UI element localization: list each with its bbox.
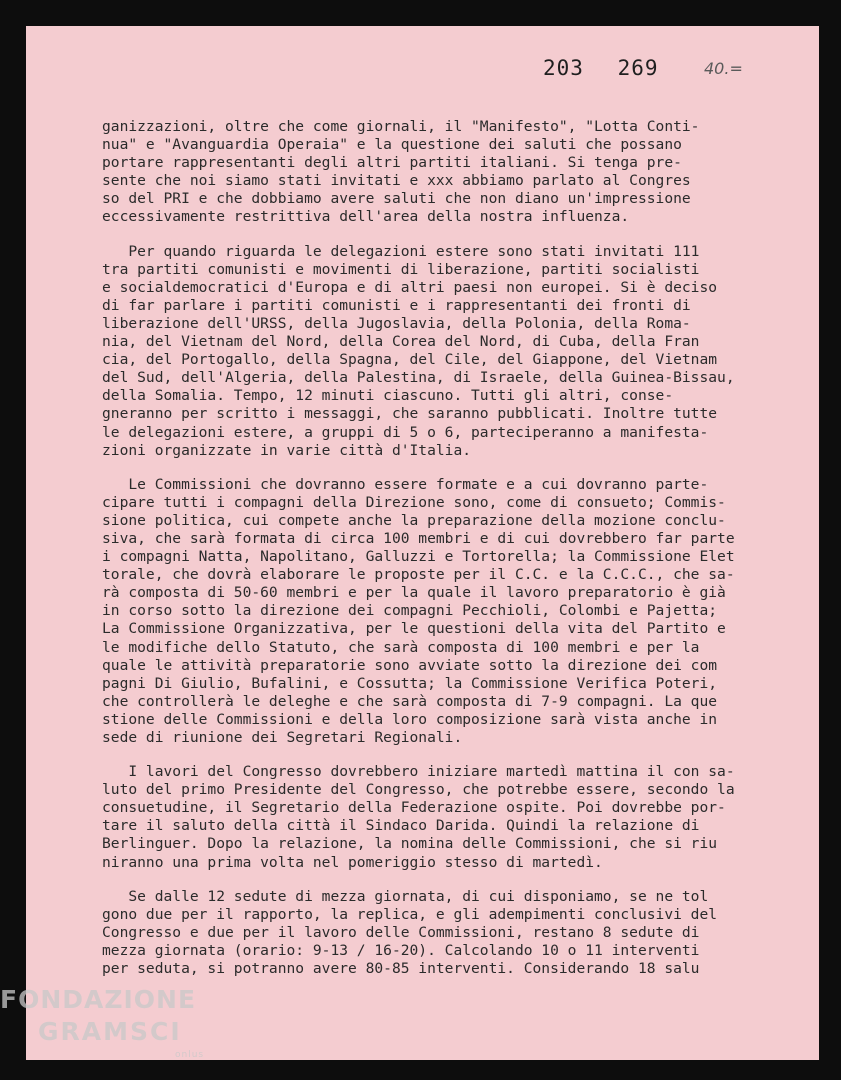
text-line: per seduta, si potranno avere 80-85 interventi. Considerando 18 salu (102, 960, 700, 978)
text-line: Berlinguer. Dopo la relazione, la nomina delle Commissioni, che si riu (102, 835, 718, 853)
text-line: che controllerà le deleghe e che sarà composta di 7-9 compagni. La que (102, 692, 718, 710)
watermark-line-1: FONDAZIONE (0, 985, 197, 1014)
text-line: La Commissione Organizzativa, per le questioni della vita del Partito e (102, 620, 726, 638)
watermark-line-2: GRAMSCI (38, 1017, 182, 1046)
text-line: so del PRI e che dobbiamo avere saluti che non diano un'impressione (102, 190, 691, 208)
text-line: consuetudine, il Segretario della Federazione ospite. Poi dovrebbe por- (102, 799, 726, 817)
text-line: luto del primo Presidente del Congresso, che potrebbe essere, secondo la (102, 781, 735, 799)
text-line: i compagni Natta, Napolitano, Galluzzi e Tortorella; la Commissione Elet (102, 548, 735, 566)
text-line: Per quando riguarda le delegazioni estere sono stati invitati 111 (102, 242, 700, 260)
text-line: gono due per il rapporto, la replica, e gli adempimenti conclusivi del (102, 905, 718, 923)
paragraph (102, 763, 802, 872)
text-line: eccessivamente restrittiva dell'area della nostra influenza. (102, 208, 630, 226)
text-line: niranno una prima volta nel pomeriggio stesso di martedì. (102, 853, 603, 871)
text-line: Se dalle 12 sedute di mezza giornata, di cui disponiamo, se ne tol (102, 887, 709, 905)
text-line: quale le attività preparatorie sono avviate sotto la direzione dei com (102, 656, 718, 674)
text-line: le modifiche dello Statuto, che sarà composta di 100 membri e per la (102, 638, 700, 656)
text-line: ganizzazioni, oltre che come giornali, il "Manifesto", "Lotta Conti- (102, 118, 700, 135)
text-line: tra partiti comunisti e movimenti di liberazione, partiti socialisti (102, 260, 700, 278)
text-line: gneranno per scritto i messaggi, che saranno pubblicati. Inoltre tutte (102, 405, 718, 423)
text-line: cia, del Portogallo, della Spagna, del Cile, del Giappone, del Vietnam (102, 351, 718, 369)
text-line: portare rappresentanti degli altri partiti italiani. Si tenga pre- (102, 154, 682, 172)
watermark-suffix: onlus (175, 1050, 205, 1060)
text-line: del Sud, dell'Algeria, della Palestina, di Israele, della Guinea-Bissau, (102, 369, 735, 387)
text-line: torale, che dovrà elaborare le proposte per il C.C. e la C.C.C., che sa- (102, 566, 735, 584)
text-line: nua" e "Avanguardia Operaia" e la questione dei saluti che possano (102, 136, 682, 154)
handwritten-page-number: 40.= (704, 59, 743, 78)
paragraph (102, 476, 802, 747)
text-line: cipare tutti i compagni della Direzione sono, come di consueto; Commis- (102, 493, 726, 511)
text-line: mezza giornata (orario: 9-13 / 16-20). Calcolando 10 o 11 interventi (102, 941, 700, 959)
document-page (26, 26, 819, 1060)
text-line: della Somalia. Tempo, 12 minuti ciascuno. Tutti gli altri, conse- (102, 387, 674, 405)
paragraph (102, 888, 802, 978)
text-line: pagni Di Giulio, Bufalini, e Cossutta; la Commissione Verifica Poteri, (102, 674, 718, 692)
text-line: rà composta di 50-60 membri e per la quale il lavoro preparatorio è già (102, 584, 726, 602)
text-line: sede di riunione dei Segretari Regionali. (102, 729, 463, 746)
text-line: I lavori del Congresso dovrebbero iniziare martedì mattina il con sa- (102, 763, 735, 781)
text-line: e socialdemocratici d'Europa e di altri paesi non europei. Si è deciso (102, 278, 718, 296)
text-line: tare il saluto della città il Sindaco Darida. Quindi la relazione di (102, 817, 700, 835)
text-line: di far parlare i partiti comunisti e i rappresentanti dei fronti di (102, 296, 691, 314)
text-line: Le Commissioni che dovranno essere formate e a cui dovranno parte- (102, 475, 709, 493)
text-line: in corso sotto la direzione dei compagni Pecchioli, Colombi e Pajetta; (102, 602, 718, 620)
page-number-secondary: 269 (617, 56, 659, 80)
paragraph (102, 118, 802, 227)
text-line: liberazione dell'URSS, della Jugoslavia, della Polonia, della Roma- (102, 314, 691, 332)
text-line: nia, del Vietnam del Nord, della Corea del Nord, di Cuba, della Fran (102, 333, 700, 351)
document-body (102, 118, 802, 994)
text-line: le delegazioni estere, a gruppi di 5 o 6, parteciperanno a manifesta- (102, 423, 709, 441)
page-numbers (543, 56, 679, 80)
text-line: zioni organizzate in varie città d'Italia. (102, 441, 472, 459)
text-line: sente che noi siamo stati invitati e xxx abbiamo parlato al Congres (102, 172, 691, 190)
text-line: stione delle Commissioni e della loro composizione sarà vista anche in (102, 710, 718, 728)
text-line: Congresso e due per il lavoro delle Commissioni, restano 8 sedute di (102, 923, 700, 941)
text-line: sione politica, cui compete anche la preparazione della mozione conclu- (102, 511, 726, 529)
paragraph (102, 243, 802, 460)
page-number-primary: 203 (543, 56, 584, 80)
text-line: siva, che sarà formata di circa 100 membri e di cui dovrebbero far parte (102, 529, 735, 547)
